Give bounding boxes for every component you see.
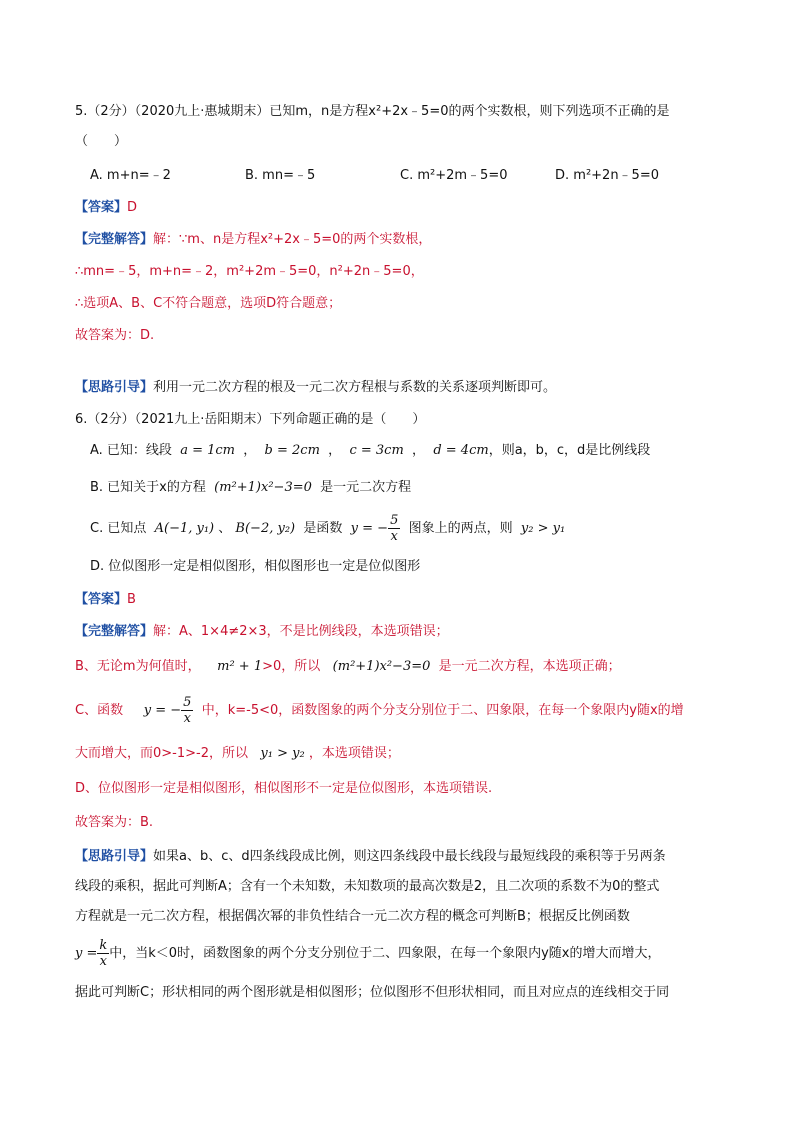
q5-final: 故答案为：D. bbox=[75, 328, 155, 343]
solution-tag: 【完整解答】 bbox=[75, 624, 154, 639]
q5-hint bbox=[75, 378, 556, 398]
q6-final: 故答案为：B. bbox=[75, 815, 154, 830]
answer-value: D bbox=[127, 200, 138, 215]
q6-answer bbox=[75, 590, 136, 610]
q5-option-a: A. m+n=﹣2 bbox=[90, 168, 171, 183]
q6-stem: 6.（2分）（2021九上·岳阳期末）下列命题正确的是（ ） bbox=[75, 412, 426, 427]
q6-option-c: C. 已知点 A(−1, y₁) 、 B(−2, y₂) 是函数 y = − $\frac{5}{x}$ 图象上的两点，则 y₂ > y₁ bbox=[90, 513, 566, 544]
q6-solution-a bbox=[75, 622, 449, 642]
q5-paren: （ ） bbox=[75, 134, 128, 149]
q6-hint-2: 线段的乘积，据此可判断A；含有一个未知数，未知数项的最高次数是2，且二次项的系数不为0的整式 bbox=[75, 879, 660, 894]
q6-option-d: D. 位似图形一定是相似图形，相似图形也一定是位似图形 bbox=[90, 559, 421, 574]
hint-text: 如果a、b、c、d四条线段成比例，则这四条线段中最长线段与最短线段的乘积等于另两条 bbox=[153, 849, 666, 864]
q6-solution-c2: 大而增大，而0>-1>-2，所以 y₁ > y₂ ，本选项错误； bbox=[75, 746, 400, 761]
q6-solution-b: B、无论m为何值时， m² + 1>0，所以 (m²+1)x²−3=0 是一元二次方程，本选项正确； bbox=[75, 659, 621, 674]
q6-solution-d: D、位似图形一定是相似图形，相似图形不一定是位似图形，本选项错误. bbox=[75, 781, 493, 796]
q6-option-b: B. 已知关于x的方程 (m²+1)x²−3=0 是一元二次方程 bbox=[90, 480, 412, 495]
q6-option-a: A. 已知：线段 a = 1cm ， b = 2cm ， c = 3cm ， d = 4cm，则a，b，c，d是比例线段 bbox=[90, 443, 651, 458]
solution-text: 解：A、1×4≠2×3，不是比例线段，本选项错误； bbox=[153, 624, 449, 639]
answer-tag: 【答案】 bbox=[75, 200, 128, 215]
hint-text: 利用一元二次方程的根及一元二次方程根与系数的关系逐项判断即可。 bbox=[153, 380, 557, 395]
fraction: $\frac{k}{x}$ bbox=[99, 938, 108, 969]
q5-solution-3: ∴选项A、B、C不符合题意，选项D符合题意； bbox=[75, 296, 342, 311]
q6-hint-4: y = $\frac{k}{x}$ 中，当k＜0时，函数图象的两个分支分别位于二、四象限，在每一个象限内y随x的增大而增大， bbox=[75, 938, 661, 969]
q6-hint-5: 据此可判断C；形状相同的两个图形就是相似图形；位似图形不但形状相同，而且对应点的连线相交于同 bbox=[75, 985, 670, 1000]
solution-tag: 【完整解答】 bbox=[75, 232, 154, 247]
q6-solution-c: C、函数 y = − $\frac{5}{x}$ 中，k=-5<0，函数图象的两个分支分别位于二、四象限，在每一个象限内y随x的增 bbox=[75, 695, 684, 726]
q6-hint-1 bbox=[75, 847, 666, 867]
hint-tag: 【思路引导】 bbox=[75, 849, 154, 864]
q5-option-d: D. m²+2n﹣5=0 bbox=[555, 168, 659, 183]
q5-solution-1 bbox=[75, 230, 431, 250]
fraction: $\frac{5}{x}$ bbox=[390, 513, 399, 544]
q5-option-b: B. mn=﹣5 bbox=[245, 168, 316, 183]
answer-tag: 【答案】 bbox=[75, 592, 128, 607]
q5-stem: 5.（2分）（2020九上·惠城期末）已知m，n是方程x²+2x﹣5=0的两个实数根，则下列选项不正确的是 bbox=[75, 104, 670, 119]
q5-option-c: C. m²+2m﹣5=0 bbox=[400, 168, 508, 183]
q5-answer bbox=[75, 198, 137, 218]
q6-hint-3: 方程就是一元二次方程，根据偶次幂的非负性结合一元二次方程的概念可判断B；根据反比例函数 bbox=[75, 909, 630, 924]
q5-solution-2: ∴mn=﹣5，m+n=﹣2，m²+2m﹣5=0，n²+2n﹣5=0， bbox=[75, 264, 424, 279]
hint-tag: 【思路引导】 bbox=[75, 380, 154, 395]
fraction: $\frac{5}{x}$ bbox=[183, 695, 192, 726]
solution-text: 解：∵m、n是方程x²+2x﹣5=0的两个实数根， bbox=[153, 232, 432, 247]
answer-value: B bbox=[127, 592, 136, 607]
